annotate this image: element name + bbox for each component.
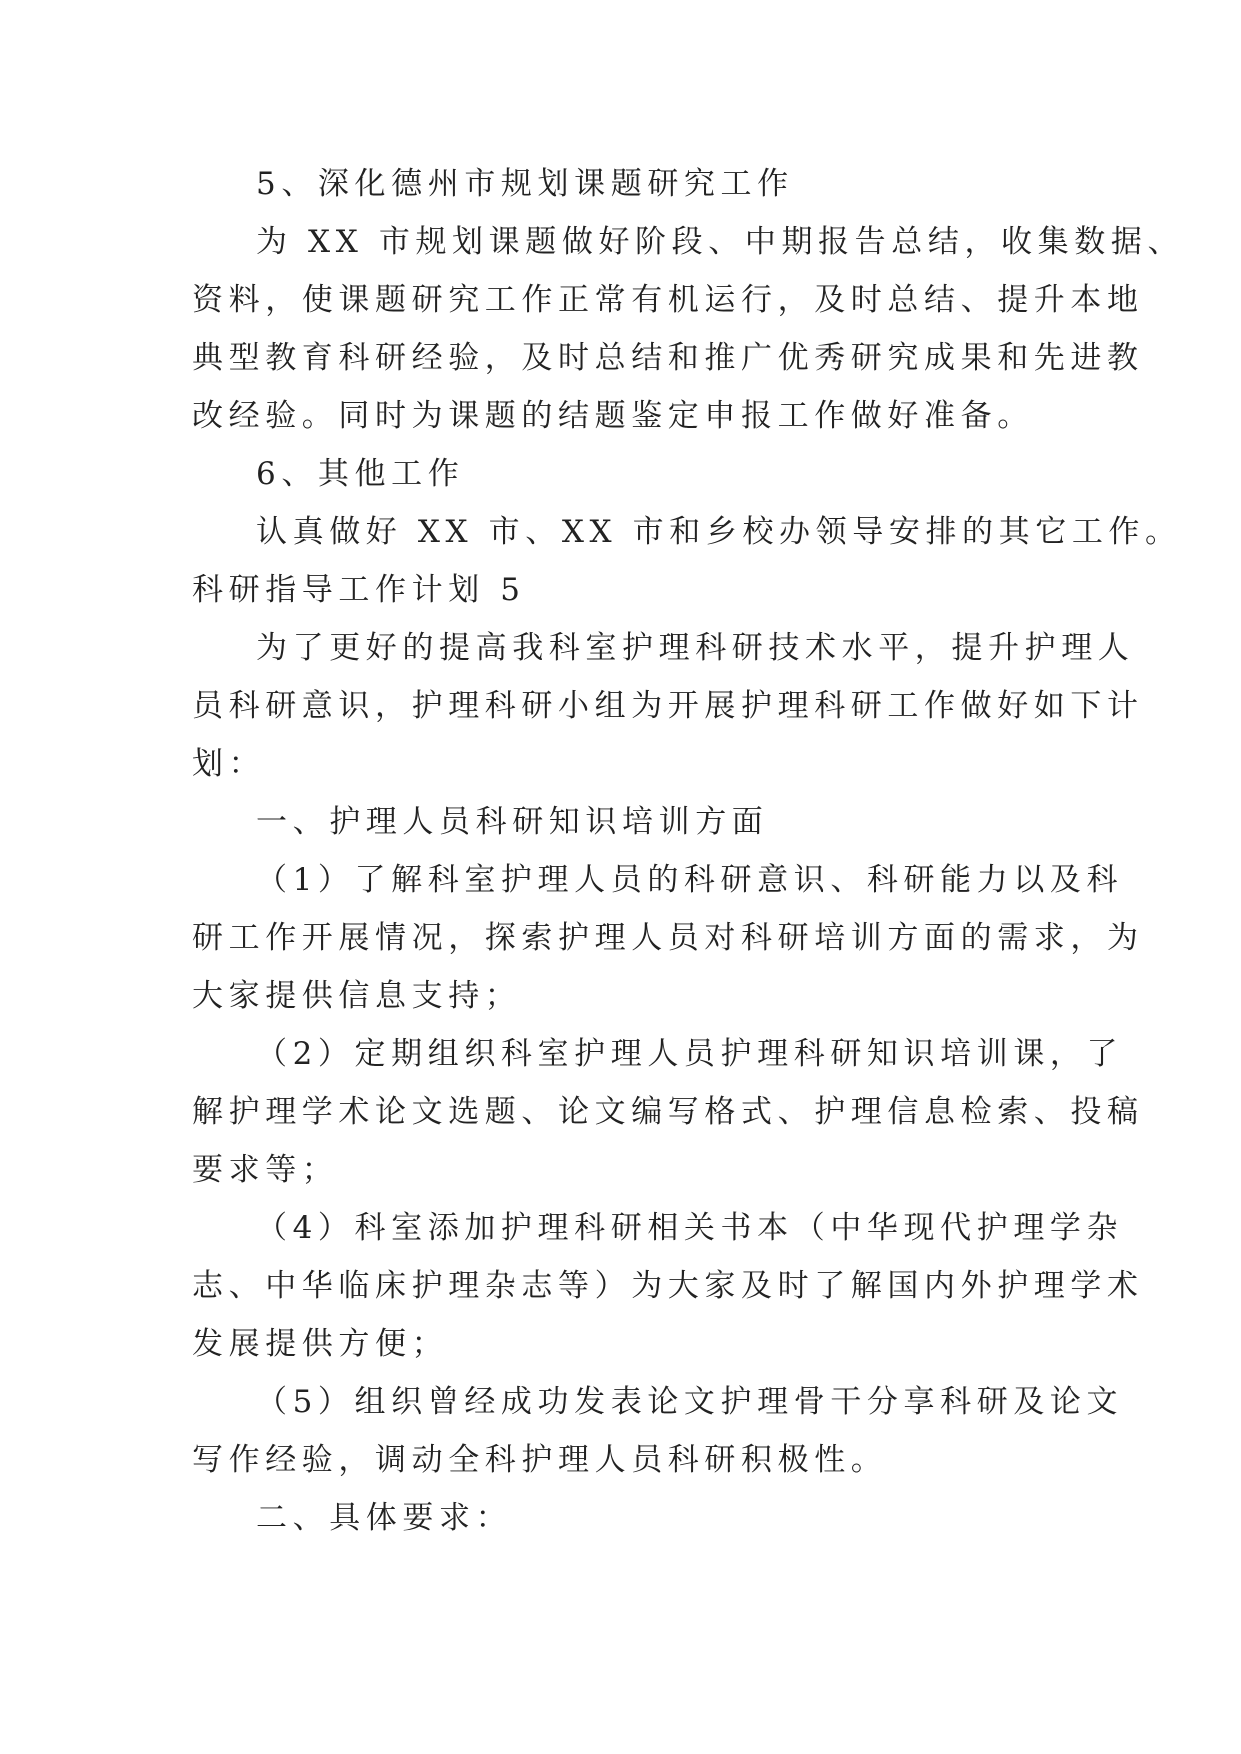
list-item-line: 发展提供方便； bbox=[192, 1326, 449, 1362]
heading-item-5: 5、深化德州市规划课题研究工作 bbox=[256, 166, 794, 202]
list-item-line: （4）科室添加护理科研相关书本（中华现代护理学杂 bbox=[256, 1210, 1124, 1246]
list-item-line: （2）定期组织科室护理人员护理科研知识培训课，了 bbox=[256, 1036, 1124, 1072]
paragraph-line: 划： bbox=[192, 746, 266, 782]
section-title: 科研指导工作计划 5 bbox=[192, 572, 526, 608]
list-item-line: （5）组织曾经成功发表论文护理骨干分享科研及论文 bbox=[256, 1384, 1124, 1420]
paragraph-line: 认真做好 XX 市、XX 市和乡校办领导安排的其它工作。 bbox=[256, 514, 1182, 550]
list-item-line: 研工作开展情况，探索护理人员对科研培训方面的需求，为 bbox=[192, 920, 1144, 956]
paragraph-line: 为了更好的提高我科室护理科研技术水平，提升护理人 bbox=[256, 630, 1135, 666]
list-item-line: 解护理学术论文选题、论文编写格式、护理信息检索、投稿 bbox=[192, 1094, 1144, 1130]
list-item-line: 写作经验，调动全科护理人员科研积极性。 bbox=[192, 1442, 888, 1478]
list-item-line: （1）了解科室护理人员的科研意识、科研能力以及科 bbox=[256, 862, 1124, 898]
paragraph-line: 改经验。同时为课题的结题鉴定申报工作做好准备。 bbox=[192, 398, 1034, 434]
list-item-line: 志、中华临床护理杂志等）为大家及时了解国内外护理学术 bbox=[192, 1268, 1144, 1304]
list-item-line: 要求等； bbox=[192, 1152, 339, 1188]
paragraph-line: 员科研意识，护理科研小组为开展护理科研工作做好如下计 bbox=[192, 688, 1144, 724]
paragraph-line: 为 XX 市规划课题做好阶段、中期报告总结，收集数据、 bbox=[256, 224, 1185, 260]
list-item-line: 大家提供信息支持； bbox=[192, 978, 522, 1014]
subheading-2: 二、具体要求： bbox=[256, 1500, 513, 1536]
heading-item-6: 6、其他工作 bbox=[256, 456, 465, 492]
paragraph-line: 资料，使课题研究工作正常有机运行，及时总结、提升本地 bbox=[192, 282, 1144, 318]
paragraph-line: 典型教育科研经验，及时总结和推广优秀研究成果和先进教 bbox=[192, 340, 1144, 376]
subheading-1: 一、护理人员科研知识培训方面 bbox=[256, 804, 769, 840]
